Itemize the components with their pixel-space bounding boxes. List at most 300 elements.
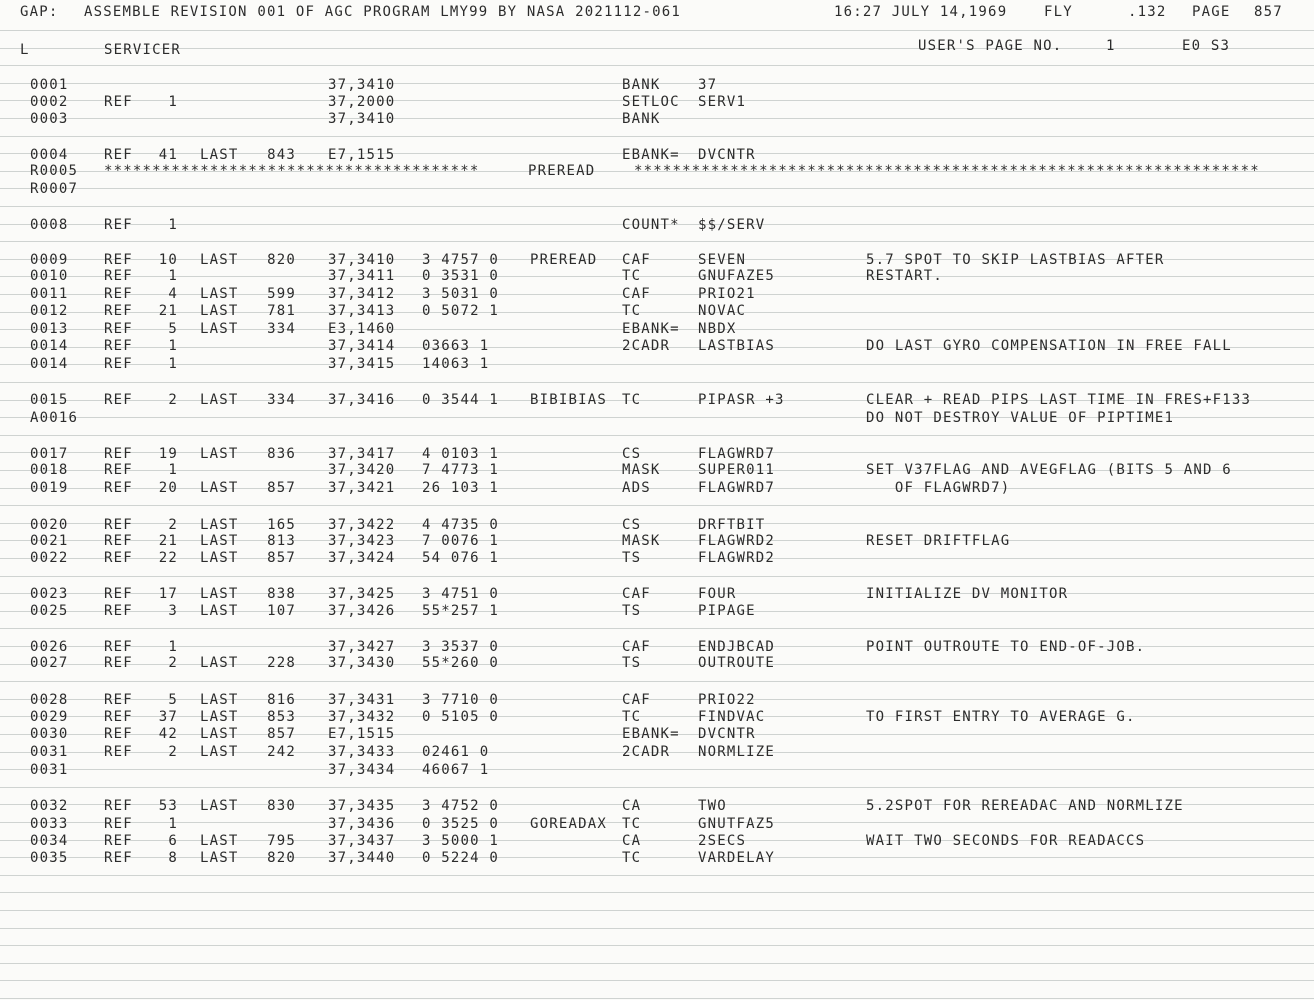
opcode: CA — [622, 798, 642, 814]
line-number: 0019 — [30, 480, 69, 496]
ref-count: 1 — [168, 338, 178, 354]
last-page: 843 — [267, 147, 296, 163]
paper-rule — [0, 857, 1314, 858]
opcode: TS — [622, 603, 642, 619]
address: 37,3435 — [328, 798, 396, 814]
last-keyword: LAST — [200, 744, 239, 760]
operand: GNUFAZE5 — [698, 268, 776, 284]
octal-code: 14063 1 — [422, 356, 490, 372]
line-number: 0010 — [30, 268, 69, 284]
operand: FLAGWRD2 — [698, 533, 776, 549]
line-number: 0008 — [30, 217, 69, 233]
line-number: R0005 — [30, 163, 79, 179]
line-number: 0015 — [30, 392, 69, 408]
octal-code: 54 076 1 — [422, 550, 500, 566]
paper-rule — [0, 787, 1314, 788]
line-number: 0034 — [30, 833, 69, 849]
operand: PRIO22 — [698, 692, 756, 708]
opcode: EBANK= — [622, 321, 680, 337]
ref-count: 22 — [158, 550, 178, 566]
ref-keyword: REF — [104, 550, 133, 566]
operand: 2SECS — [698, 833, 747, 849]
address: 37,3434 — [328, 762, 396, 778]
address: 37,3412 — [328, 286, 396, 302]
comment: INITIALIZE DV MONITOR — [866, 586, 1069, 602]
line-number: 0035 — [30, 850, 69, 866]
opcode: CAF — [622, 692, 651, 708]
comment: RESET DRIFTFLAG — [866, 533, 1011, 549]
address: 37,3430 — [328, 655, 396, 671]
page-label: PAGE — [1192, 4, 1231, 20]
address: 37,3410 — [328, 77, 396, 93]
ref-count: 2 — [168, 392, 178, 408]
ref-keyword: REF — [104, 94, 133, 110]
ref-count: 1 — [168, 356, 178, 372]
opcode: CA — [622, 833, 642, 849]
opcode: TC — [622, 850, 642, 866]
line-number: 0017 — [30, 446, 69, 462]
address: 37,3425 — [328, 586, 396, 602]
last-page: 781 — [267, 303, 296, 319]
octal-code: 0 5072 1 — [422, 303, 500, 319]
address: E7,1515 — [328, 726, 396, 742]
line-number: 0023 — [30, 586, 69, 602]
address: 37,3427 — [328, 639, 396, 655]
address: 37,3426 — [328, 603, 396, 619]
operand: FINDVAC — [698, 709, 766, 725]
address: 37,3436 — [328, 816, 396, 832]
comment: POINT OUTROUTE TO END-OF-JOB. — [866, 639, 1146, 655]
opcode: TC — [622, 392, 642, 408]
ref-count: 3 — [168, 603, 178, 619]
octal-code: 3 3537 0 — [422, 639, 500, 655]
last-page: 816 — [267, 692, 296, 708]
last-keyword: LAST — [200, 603, 239, 619]
assembly-mode: FLY — [1044, 4, 1073, 20]
address: 37,3437 — [328, 833, 396, 849]
opcode: TC — [622, 303, 642, 319]
octal-code: 26 103 1 — [422, 480, 500, 496]
ref-count: 5 — [168, 692, 178, 708]
paper-rule — [0, 980, 1314, 981]
last-keyword: LAST — [200, 692, 239, 708]
operand: FLAGWRD7 — [698, 480, 776, 496]
last-page: 334 — [267, 392, 296, 408]
octal-code: 3 4752 0 — [422, 798, 500, 814]
comment: TO FIRST ENTRY TO AVERAGE G. — [866, 709, 1136, 725]
line-number: 0032 — [30, 798, 69, 814]
ref-keyword: REF — [104, 252, 133, 268]
opcode: TC — [622, 816, 642, 832]
opcode: TS — [622, 550, 642, 566]
octal-code: 7 4773 1 — [422, 462, 500, 478]
last-page: 820 — [267, 252, 296, 268]
comment: DO LAST GYRO COMPENSATION IN FREE FALL — [866, 338, 1232, 354]
last-keyword: LAST — [200, 550, 239, 566]
octal-code: 0 3525 0 — [422, 816, 500, 832]
opcode: TC — [622, 268, 642, 284]
line-number: R0007 — [30, 181, 79, 197]
line-number: 0029 — [30, 709, 69, 725]
line-number: 0002 — [30, 94, 69, 110]
ref-keyword: REF — [104, 692, 133, 708]
operand: DRFTBIT — [698, 517, 766, 533]
opcode: BANK — [622, 77, 661, 93]
last-page: 107 — [267, 603, 296, 619]
octal-code: 3 5000 1 — [422, 833, 500, 849]
ref-keyword: REF — [104, 356, 133, 372]
operand: SEVEN — [698, 252, 747, 268]
paper-rule — [0, 558, 1314, 559]
last-page: 820 — [267, 850, 296, 866]
ref-count: 41 — [158, 147, 178, 163]
paper-rule — [0, 611, 1314, 612]
ref-count: 1 — [168, 94, 178, 110]
address: 37,3432 — [328, 709, 396, 725]
opcode: MASK — [622, 462, 661, 478]
ref-keyword: REF — [104, 709, 133, 725]
ref-keyword: REF — [104, 533, 133, 549]
address: E3,1460 — [328, 321, 396, 337]
paper-rule — [0, 452, 1314, 453]
ref-count: 21 — [158, 303, 178, 319]
operand: PRIO21 — [698, 286, 756, 302]
last-keyword: LAST — [200, 321, 239, 337]
paper-rule — [0, 593, 1314, 594]
line-number: 0014 — [30, 356, 69, 372]
last-keyword: LAST — [200, 726, 239, 742]
ref-count: 10 — [158, 252, 178, 268]
ref-count: 1 — [168, 462, 178, 478]
last-page: 813 — [267, 533, 296, 549]
operand: OUTROUTE — [698, 655, 776, 671]
line-number: 0013 — [30, 321, 69, 337]
ref-count: 1 — [168, 639, 178, 655]
operand: ENDJBCAD — [698, 639, 776, 655]
page-number: 857 — [1254, 4, 1283, 20]
users-page-number: 1 — [1106, 38, 1116, 54]
address: 37,3410 — [328, 252, 396, 268]
operand: TWO — [698, 798, 727, 814]
octal-code: 0 5224 0 — [422, 850, 500, 866]
octal-code: 46067 1 — [422, 762, 490, 778]
address: 37,3421 — [328, 480, 396, 496]
octal-code: 4 4735 0 — [422, 517, 500, 533]
comment: DO NOT DESTROY VALUE OF PIPTIME1 — [866, 410, 1175, 426]
ref-count: 6 — [168, 833, 178, 849]
operand: FLAGWRD7 — [698, 446, 776, 462]
paper-rule — [0, 206, 1314, 207]
last-page: 838 — [267, 586, 296, 602]
paper-rule — [0, 910, 1314, 911]
assembly-code: .132 — [1128, 4, 1167, 20]
address: E7,1515 — [328, 147, 396, 163]
ref-count: 5 — [168, 321, 178, 337]
ref-count: 21 — [158, 533, 178, 549]
operand: DVCNTR — [698, 147, 756, 163]
opcode: TS — [622, 655, 642, 671]
ref-keyword: REF — [104, 217, 133, 233]
last-keyword: LAST — [200, 147, 239, 163]
address: 37,3410 — [328, 111, 396, 127]
line-number: 0011 — [30, 286, 69, 302]
comment: 5.2SPOT FOR REREADAC AND NORMLIZE — [866, 798, 1184, 814]
operand: LASTBIAS — [698, 338, 776, 354]
line-number: 0030 — [30, 726, 69, 742]
ref-count: 53 — [158, 798, 178, 814]
last-page: 857 — [267, 480, 296, 496]
ref-keyword: REF — [104, 446, 133, 462]
operand: VARDELAY — [698, 850, 776, 866]
last-page: 599 — [267, 286, 296, 302]
ref-count: 17 — [158, 586, 178, 602]
paper-rule — [0, 681, 1314, 682]
line-number: 0009 — [30, 252, 69, 268]
comment: RESTART. — [866, 268, 944, 284]
address: 37,3414 — [328, 338, 396, 354]
octal-code: 55*260 0 — [422, 655, 500, 671]
address: 37,3431 — [328, 692, 396, 708]
ref-keyword: REF — [104, 586, 133, 602]
last-keyword: LAST — [200, 586, 239, 602]
line-number: 0033 — [30, 816, 69, 832]
comment: SET V37FLAG AND AVEGFLAG (BITS 5 AND 6 — [866, 462, 1232, 478]
address: 37,3440 — [328, 850, 396, 866]
paper-rule — [0, 822, 1314, 823]
octal-code: 03663 1 — [422, 338, 490, 354]
ref-count: 37 — [158, 709, 178, 725]
last-page: 334 — [267, 321, 296, 337]
operand: NBDX — [698, 321, 737, 337]
address: 37,3417 — [328, 446, 396, 462]
last-keyword: LAST — [200, 392, 239, 408]
paper-rule — [0, 276, 1314, 277]
ref-keyword: REF — [104, 303, 133, 319]
line-number: 0026 — [30, 639, 69, 655]
address: 37,3424 — [328, 550, 396, 566]
line-number: 0003 — [30, 111, 69, 127]
paper-rule — [0, 188, 1314, 189]
address: 37,2000 — [328, 94, 396, 110]
octal-code: 3 4751 0 — [422, 586, 500, 602]
opcode: ADS — [622, 480, 651, 496]
octal-code: 0 5105 0 — [422, 709, 500, 725]
line-number: 0027 — [30, 655, 69, 671]
last-keyword: LAST — [200, 655, 239, 671]
ref-keyword: REF — [104, 816, 133, 832]
last-keyword: LAST — [200, 286, 239, 302]
octal-code: 3 5031 0 — [422, 286, 500, 302]
paper-rule — [0, 628, 1314, 629]
ref-keyword: REF — [104, 655, 133, 671]
ref-count: 2 — [168, 655, 178, 671]
operand: PIPAGE — [698, 603, 756, 619]
line-number: 0021 — [30, 533, 69, 549]
ref-keyword: REF — [104, 286, 133, 302]
last-page: 242 — [267, 744, 296, 760]
address: 37,3433 — [328, 744, 396, 760]
address: 37,3416 — [328, 392, 396, 408]
banner-stars-right: ***************************************************************** — [634, 163, 1260, 179]
ref-count: 20 — [158, 480, 178, 496]
ref-keyword: REF — [104, 321, 133, 337]
paper-rule — [0, 576, 1314, 577]
line-number: 0020 — [30, 517, 69, 533]
line-number: 0001 — [30, 77, 69, 93]
last-keyword: LAST — [200, 446, 239, 462]
comment: OF FLAGWRD7) — [866, 480, 1011, 496]
ref-keyword: REF — [104, 462, 133, 478]
assembly-datetime: 16:27 JULY 14,1969 — [834, 4, 1008, 20]
last-keyword: LAST — [200, 533, 239, 549]
paper-rule — [0, 998, 1314, 999]
last-keyword: LAST — [200, 480, 239, 496]
opcode: COUNT* — [622, 217, 680, 233]
last-keyword: LAST — [200, 303, 239, 319]
ref-keyword: REF — [104, 639, 133, 655]
address: 37,3413 — [328, 303, 396, 319]
address: 37,3420 — [328, 462, 396, 478]
ref-keyword: REF — [104, 392, 133, 408]
operand: FLAGWRD2 — [698, 550, 776, 566]
paper-rule — [0, 241, 1314, 242]
ref-keyword: REF — [104, 850, 133, 866]
paper-rule — [0, 65, 1314, 66]
paper-rule — [0, 928, 1314, 929]
ref-count: 4 — [168, 286, 178, 302]
last-keyword: LAST — [200, 798, 239, 814]
last-page: 857 — [267, 726, 296, 742]
last-keyword: LAST — [200, 709, 239, 725]
octal-code: 4 0103 1 — [422, 446, 500, 462]
octal-code: 3 7710 0 — [422, 692, 500, 708]
line-number: 0028 — [30, 692, 69, 708]
paper-rule — [0, 294, 1314, 295]
paper-rule — [0, 664, 1314, 665]
line-number: 0031 — [30, 744, 69, 760]
operand: DVCNTR — [698, 726, 756, 742]
paper-rule — [0, 963, 1314, 964]
operand: NOVAC — [698, 303, 747, 319]
ref-count: 2 — [168, 744, 178, 760]
opcode: EBANK= — [622, 147, 680, 163]
operand: SUPER011 — [698, 462, 776, 478]
ref-keyword: REF — [104, 833, 133, 849]
location-label: BIBIBIAS — [530, 392, 608, 408]
octal-code: 02461 0 — [422, 744, 490, 760]
paper-rule — [0, 382, 1314, 383]
line-number: 0014 — [30, 338, 69, 354]
ref-keyword: REF — [104, 744, 133, 760]
operand: PIPASR +3 — [698, 392, 785, 408]
operand: GNUTFAZ5 — [698, 816, 776, 832]
last-page: 830 — [267, 798, 296, 814]
ref-count: 42 — [158, 726, 178, 742]
last-page: 836 — [267, 446, 296, 462]
opcode: TC — [622, 709, 642, 725]
ref-keyword: REF — [104, 603, 133, 619]
paper-rule — [0, 945, 1314, 946]
octal-code: 0 3544 1 — [422, 392, 500, 408]
line-number: 0031 — [30, 762, 69, 778]
operand: 37 — [698, 77, 718, 93]
opcode: 2CADR — [622, 744, 671, 760]
line-number: 0012 — [30, 303, 69, 319]
address: 37,3415 — [328, 356, 396, 372]
paper-rule — [0, 875, 1314, 876]
users-page-label: USER'S PAGE NO. — [918, 38, 1063, 54]
ref-keyword: REF — [104, 798, 133, 814]
location-label: PREREAD — [530, 252, 598, 268]
opcode: MASK — [622, 533, 661, 549]
ref-keyword: REF — [104, 147, 133, 163]
last-page: 228 — [267, 655, 296, 671]
location-label: GOREADAX — [530, 816, 608, 832]
ref-keyword: REF — [104, 338, 133, 354]
ref-keyword: REF — [104, 517, 133, 533]
ref-count: 2 — [168, 517, 178, 533]
paper-rule — [0, 523, 1314, 524]
ref-count: 8 — [168, 850, 178, 866]
last-keyword: LAST — [200, 850, 239, 866]
address: 37,3423 — [328, 533, 396, 549]
last-page: 853 — [267, 709, 296, 725]
paper-rule — [0, 505, 1314, 506]
ref-count: 1 — [168, 268, 178, 284]
operand: $$/SERV — [698, 217, 766, 233]
octal-code: 0 3531 0 — [422, 268, 500, 284]
opcode: CS — [622, 517, 642, 533]
octal-code: 7 0076 1 — [422, 533, 500, 549]
paper-rule — [0, 488, 1314, 489]
ref-keyword: REF — [104, 268, 133, 284]
gap-label: GAP: — [20, 4, 59, 20]
opcode: CAF — [622, 586, 651, 602]
comment: WAIT TWO SECONDS FOR READACCS — [866, 833, 1146, 849]
eo-label: E0 S3 — [1182, 38, 1231, 54]
paper-rule — [0, 892, 1314, 893]
paper-rule — [0, 364, 1314, 365]
line-number: 0004 — [30, 147, 69, 163]
ref-count: 1 — [168, 217, 178, 233]
octal-code: 3 4757 0 — [422, 252, 500, 268]
subheader-l: L — [20, 42, 30, 58]
line-number: 0025 — [30, 603, 69, 619]
last-keyword: LAST — [200, 517, 239, 533]
assembly-title: ASSEMBLE REVISION 001 OF AGC PROGRAM LMY99 BY NASA 2021112-061 — [84, 4, 681, 20]
banner-label: PREREAD — [528, 163, 596, 179]
opcode: CAF — [622, 639, 651, 655]
line-number: 0018 — [30, 462, 69, 478]
operand: NORMLIZE — [698, 744, 776, 760]
last-keyword: LAST — [200, 252, 239, 268]
opcode: BANK — [622, 111, 661, 127]
section-name: SERVICER — [104, 42, 182, 58]
last-page: 795 — [267, 833, 296, 849]
paper-rule — [0, 312, 1314, 313]
opcode: SETLOC — [622, 94, 680, 110]
paper-rule — [0, 30, 1314, 31]
comment: 5.7 SPOT TO SKIP LASTBIAS AFTER — [866, 252, 1165, 268]
operand: SERV1 — [698, 94, 747, 110]
opcode: CAF — [622, 286, 651, 302]
opcode: CS — [622, 446, 642, 462]
last-page: 165 — [267, 517, 296, 533]
octal-code: 55*257 1 — [422, 603, 500, 619]
ref-count: 19 — [158, 446, 178, 462]
comment: CLEAR + READ PIPS LAST TIME IN FRES+F133 — [866, 392, 1252, 408]
operand: FOUR — [698, 586, 737, 602]
